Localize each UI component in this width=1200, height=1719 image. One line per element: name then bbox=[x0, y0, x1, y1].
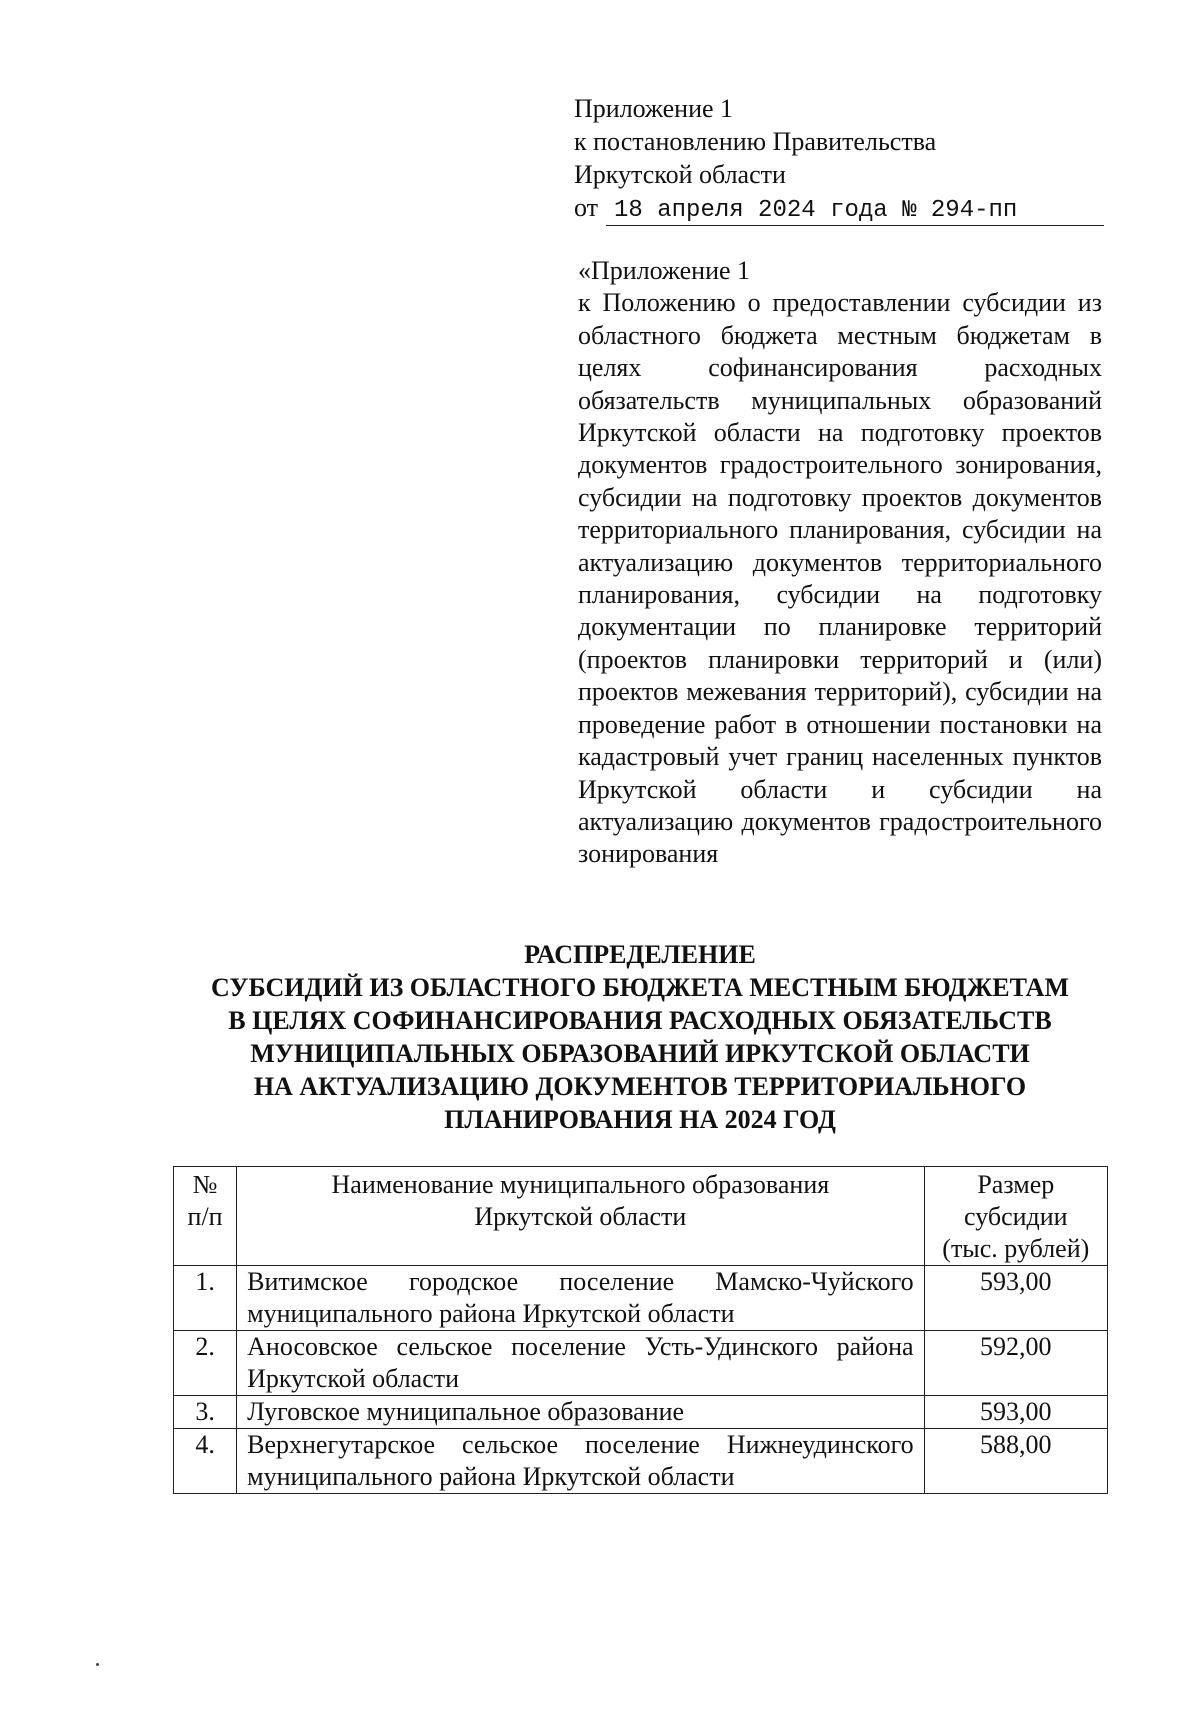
table-row bbox=[174, 1266, 1108, 1331]
table-row bbox=[174, 1331, 1108, 1396]
header-num-line: п/п bbox=[187, 1202, 223, 1231]
header-line-resolution: к постановлению Правительства bbox=[574, 127, 937, 156]
header-name-line: Иркутской области bbox=[474, 1202, 687, 1231]
document-title bbox=[130, 938, 1150, 1136]
header-amount bbox=[924, 1167, 1107, 1266]
table-row bbox=[174, 1429, 1108, 1494]
header-name bbox=[237, 1167, 924, 1266]
row-amount: 593,00 bbox=[924, 1396, 1107, 1429]
row-name: Луговское муниципальное образование bbox=[237, 1396, 924, 1429]
header-amount-line: (тыс. рублей) bbox=[942, 1234, 1090, 1263]
title-line: НА АКТУАЛИЗАЦИЮ ДОКУМЕНТОВ ТЕРРИТОРИАЛЬНОГО bbox=[253, 1072, 1027, 1101]
appendix-reference bbox=[578, 255, 1102, 871]
subsidy-table bbox=[173, 1166, 1108, 1494]
header-name-line: Наименование муниципального образования bbox=[331, 1170, 830, 1199]
appendix-body: к Положению о предоставлении субсидии из областного бюджета местным бюджетам в целях софинансирования расходных обязательств муниципальных образований Иркутской области на подготовку проектов документов градостроительного зонирования, субсидии на подготовку проектов документов территориального планирования, субсидии на актуализацию документов территориального планирования, субсидии на подготовку документации по планировке территорий (проектов планировки территорий и (или) проектов межевания территорий), субсидии на проведение работ в отношении постановки на кадастровый учет границ населенных пунктов Иркутской области и субсидии на актуализацию документов градостроительного зонирования bbox=[578, 288, 1102, 869]
date-prefix: от bbox=[574, 193, 599, 222]
header-line-region: Иркутской области bbox=[574, 160, 786, 189]
header-amount-line: Размер bbox=[977, 1170, 1055, 1199]
row-name: Верхнегутарское сельское поселение Нижнеудинского муниципального района Иркутской области bbox=[237, 1429, 924, 1494]
table-header-row bbox=[174, 1167, 1108, 1266]
title-line: РАСПРЕДЕЛЕНИЕ bbox=[524, 940, 756, 969]
row-num: 2. bbox=[174, 1331, 237, 1396]
appendix-first-line: «Приложение 1 bbox=[578, 256, 751, 285]
date-field: 18 апреля 2024 года № 294-пп bbox=[606, 197, 1104, 226]
header-date-row bbox=[574, 191, 1104, 226]
table-row bbox=[174, 1396, 1108, 1429]
row-name: Аносовское сельское поселение Усть-Удинского района Иркутской области bbox=[237, 1331, 924, 1396]
approval-header bbox=[574, 92, 1104, 226]
header-amount-line: субсидии bbox=[964, 1202, 1068, 1231]
row-amount: 592,00 bbox=[924, 1331, 1107, 1396]
row-num: 3. bbox=[174, 1396, 237, 1429]
scan-mark bbox=[96, 1663, 99, 1666]
title-line: В ЦЕЛЯХ СОФИНАНСИРОВАНИЯ РАСХОДНЫХ ОБЯЗАТЕЛЬСТВ bbox=[228, 1006, 1052, 1035]
row-num: 4. bbox=[174, 1429, 237, 1494]
row-amount: 593,00 bbox=[924, 1266, 1107, 1331]
row-amount: 588,00 bbox=[924, 1429, 1107, 1494]
title-line: МУНИЦИПАЛЬНЫХ ОБРАЗОВАНИЙ ИРКУТСКОЙ ОБЛАСТИ bbox=[250, 1039, 1030, 1068]
title-line: ПЛАНИРОВАНИЯ НА 2024 ГОД bbox=[444, 1105, 836, 1134]
header-num bbox=[174, 1167, 237, 1266]
row-name: Витимское городское поселение Мамско-Чуйского муниципального района Иркутской области bbox=[237, 1266, 924, 1331]
header-line-appendix: Приложение 1 bbox=[574, 94, 734, 123]
row-num: 1. bbox=[174, 1266, 237, 1331]
title-line: СУБСИДИЙ ИЗ ОБЛАСТНОГО БЮДЖЕТА МЕСТНЫМ БЮДЖЕТАМ bbox=[211, 973, 1069, 1002]
header-num-line: № bbox=[192, 1170, 218, 1199]
